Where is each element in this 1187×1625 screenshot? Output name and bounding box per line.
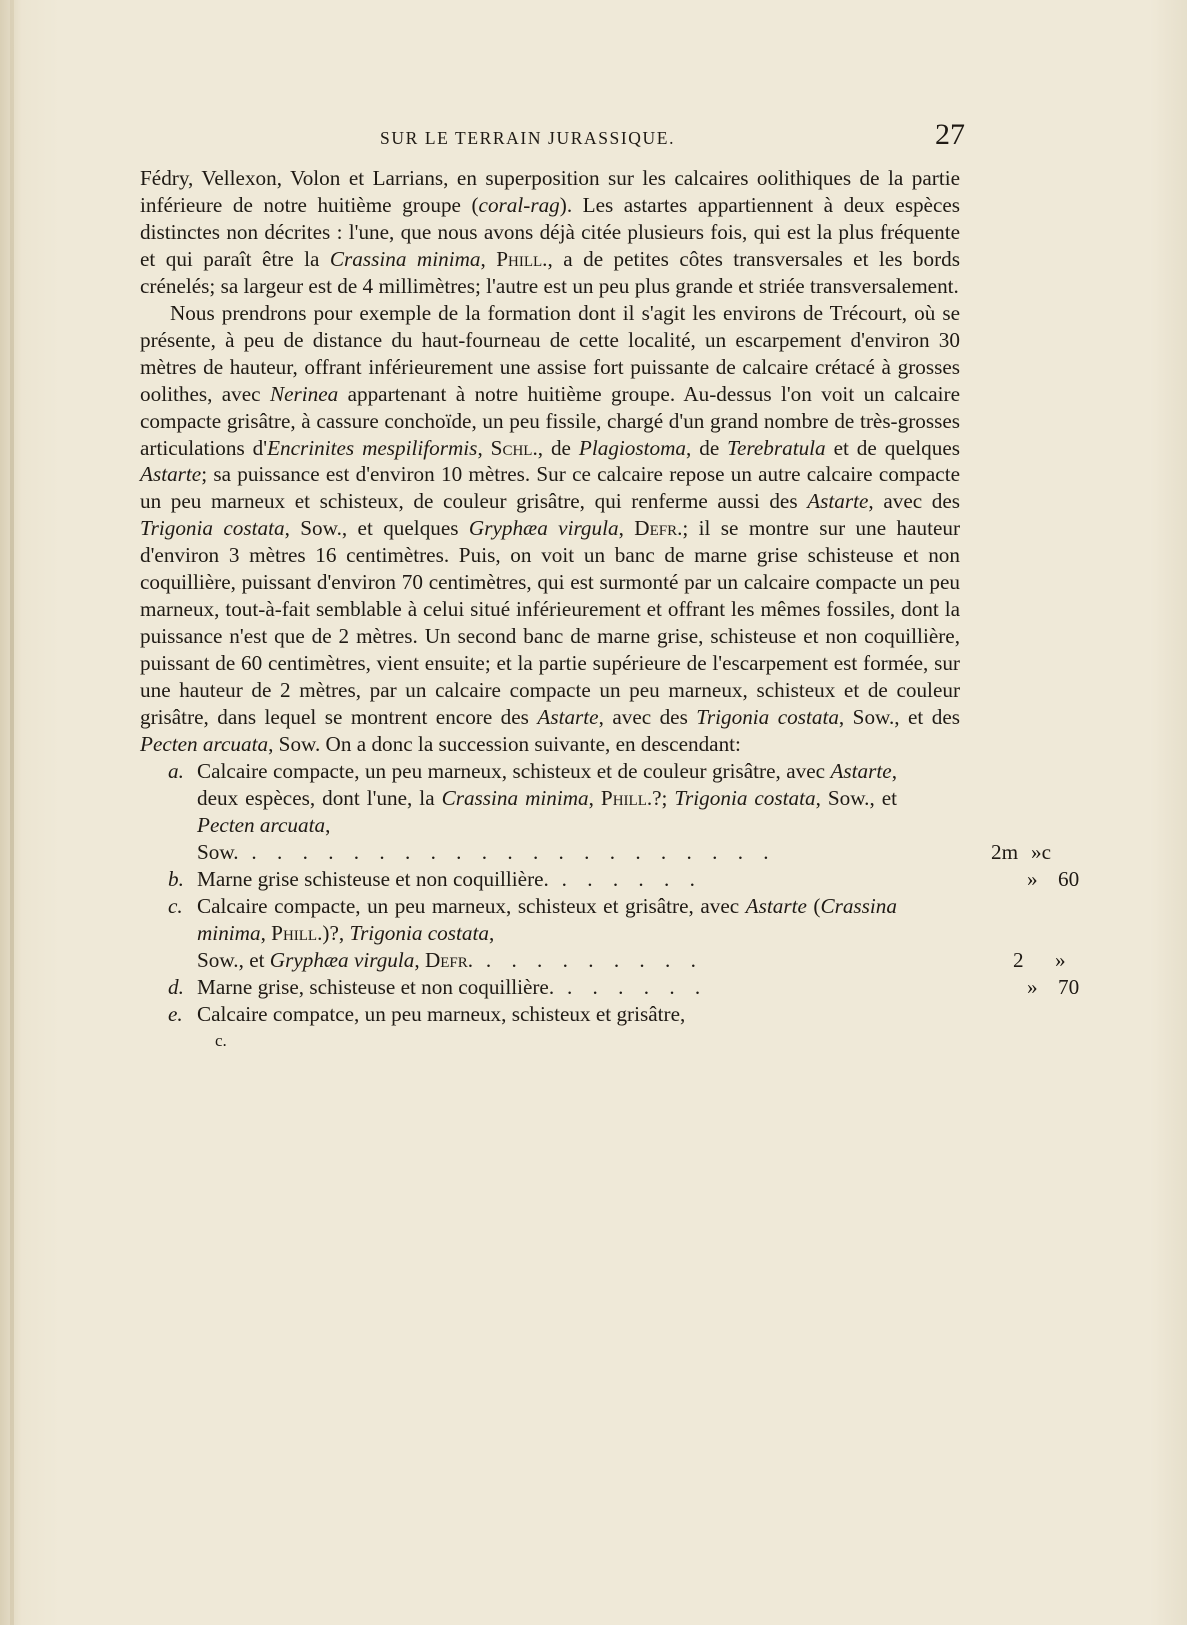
text-run: ?; [652, 785, 675, 810]
layer-d: d. Marne grise, schisteuse et non coquillière. . . . . . . » 70 [168, 974, 1080, 999]
layer-thickness: 2 [1013, 947, 1024, 972]
text-run: Trigonia costata [696, 705, 839, 730]
text-run: Astarte [807, 489, 869, 514]
text-run: appartenant à notre huitième groupe. Au-dessus l'on voit un calcaire compacte grisâtre, à cassure conchoïde, un peu fissile, chargé d'un grand nombre de très-grosses articulations d' [140, 381, 960, 460]
text-run: Pecten arcuata [197, 812, 326, 837]
layer-e [140, 1001, 897, 1028]
layer-description [197, 759, 897, 837]
text-run: Schl. [490, 435, 538, 460]
layer-thickness: 60 [1058, 866, 1080, 891]
text-run: , [618, 516, 635, 541]
layer-letter: c. [168, 893, 183, 918]
text-run: , Sow., et des [838, 705, 960, 730]
layer-letter: d. [168, 974, 184, 999]
text-run: , Sow., et [815, 785, 898, 810]
text-run: )?, [322, 920, 350, 945]
text-run: Defr. [634, 516, 683, 541]
text-run: ). Les astartes appartiennent à deux espèces distinctes non décrites : l'une, que nous avons déjà citée plusieurs fois, qui est la plus fréquente et qui paraît être la [140, 192, 960, 271]
layer-a-measure-line [140, 839, 1051, 866]
layer-c [140, 893, 897, 947]
layer-c-last-line: Sow., et Gryphæa virgula, Defr. . . . . . . . . . [197, 947, 704, 972]
text-run: ( [806, 893, 821, 918]
text-run: Sow., et [197, 947, 270, 972]
text-run: Gryphæa virgula [468, 516, 619, 541]
layer-ditto-mark: » [1027, 974, 1038, 999]
text-run: coral-rag [478, 192, 560, 217]
layer-description: Marne grise, schisteuse et non coquillière. [197, 974, 555, 999]
binding-edge [10, 0, 14, 1625]
text-run: , de [537, 435, 579, 460]
text-run: , Sow. On a donc la succession suivante, en descendant: [268, 732, 741, 757]
text-run: , [488, 920, 495, 945]
page-header [130, 118, 965, 158]
layer-description [197, 894, 897, 945]
text-run: , avec des [868, 489, 960, 514]
paragraph-2 [140, 300, 960, 758]
text-run: Astarte [140, 462, 202, 487]
layer-letter: a. [168, 758, 184, 783]
text-run: Plagiostoma [578, 435, 687, 460]
stratigraphic-succession [140, 758, 1080, 1028]
running-title: SUR LE TERRAIN JURASSIQUE. [380, 128, 676, 148]
layer-letter: b. [168, 866, 184, 891]
text-run: Astarte [745, 893, 807, 918]
text-run: , [414, 947, 425, 972]
text-run: Astarte [830, 758, 892, 783]
text-run: Trigonia costata [140, 516, 285, 541]
layer-ditto-mark: » [1055, 947, 1066, 972]
text-run: Trigonia costata [674, 785, 816, 810]
text-run: Phill. [600, 785, 653, 810]
text-run: , Sow., et quelques [284, 516, 469, 541]
layer-a [140, 758, 897, 839]
text-run: , [325, 812, 331, 837]
layer-description: Marne grise schisteuse et non coquillière. [197, 866, 549, 891]
text-run: Fédry, Vellexon, Volon et Larrians, en superposition sur les calcaires oolithiques de la partie inférieure de notre huitième groupe ( [140, 166, 960, 217]
text-run: Pecten arcuata [140, 732, 269, 757]
text-run: ; il se montre sur une hauteur d'environ 3 mètres 16 centimètres. Puis, on voit un banc de marne grise schisteuse et non coquillière, puissant d'environ 70 centimètres, qui est surmonté par un calcaire compacte un peu marneux, tout-à-fait semblable à celui situé inférieurement et offrant les mêmes fossiles, dont la puissance n'est que de 2 mètres. Un second banc de marne grise, schisteuse et non coquillière, puissant de 60 centimètres, vient ensuite; et la partie supérieure de l'escarpement est formée, sur une hauteur de 2 mètres, par un calcaire compacte un peu marneux, schisteux et de couleur grisâtre, dans lequel se montrent encore des [140, 516, 961, 730]
text-run: Defr. [424, 947, 474, 972]
signature-mark: c. [215, 1030, 227, 1050]
text-run: , [260, 920, 272, 945]
text-run: Gryphæa virgula [269, 947, 415, 972]
text-run: , a de petites côtes transversales et les bords crénelés; sa largeur est de 4 millimètres; l'autre est un peu plus grande et striée transversalement. [140, 246, 961, 298]
text-run: Phill. [271, 920, 323, 945]
text-run: Calcaire compacte, un peu marneux, schisteux et de couleur grisâtre, avec [197, 758, 831, 783]
text-run: , [480, 246, 497, 271]
text-run: Astarte [537, 705, 599, 730]
text-run: et de quelques [825, 435, 961, 460]
text-run: Crassina minima [329, 246, 481, 271]
paragraph-1 [140, 165, 960, 300]
layer-letter: e. [168, 1001, 183, 1026]
layer-thickness: 2m [991, 839, 1019, 864]
layer-c-measure-line [140, 947, 1066, 974]
text-run: Phill. [496, 246, 548, 271]
text-run: , [588, 785, 601, 810]
text-run: Trigonia costata [349, 920, 489, 945]
text-run: , [477, 435, 491, 460]
layer-description [197, 1002, 685, 1026]
text-run: , avec des [598, 705, 697, 730]
text-run: , de [686, 435, 728, 460]
text-run: Crassina minima [441, 785, 589, 810]
text-run: Nerinea [269, 381, 339, 406]
text-run: Calcaire compatce, un peu marneux, schisteux et grisâtre, [197, 1001, 686, 1026]
layer-b: b. Marne grise schisteuse et non coquillière. . . . . . . » 60 [168, 866, 1080, 891]
body-text [140, 165, 1080, 1054]
text-run: Crassina minima [197, 893, 897, 945]
layer-ditto-mark: » [1027, 866, 1038, 891]
text-run: Encrinites mespiliformis [267, 435, 478, 460]
layer-a-last-line: Sow. . . . . . . . . . . . . . . . . . . . . . [197, 839, 777, 864]
text-run: Terebratula [727, 435, 826, 460]
text-run: Nous prendrons pour exemple de la formation dont il s'agit les environs de Trécourt, où se présente, à peu de distance du haut-fourneau de cette localité, un escarpement d'environ 30 mètres de hauteur, offrant inférieurement une assise fort puissante de calcaire crétacé à grosses oolithes, avec [140, 300, 960, 406]
text-run: ; sa puissance est d'environ 10 mètres. Sur ce calcaire repose un autre calcaire compacte un peu marneux et schisteux, de couleur grisâtre, qui renferme aussi des [140, 462, 960, 514]
page-number: 27 [935, 118, 965, 151]
layer-thickness: 70 [1058, 974, 1080, 999]
text-run: , deux espèces, dont l'une, la [197, 758, 897, 810]
layer-ditto-mark: »c [1031, 839, 1051, 864]
text-run: Calcaire compacte, un peu marneux, schisteux et grisâtre, avec [197, 893, 746, 918]
